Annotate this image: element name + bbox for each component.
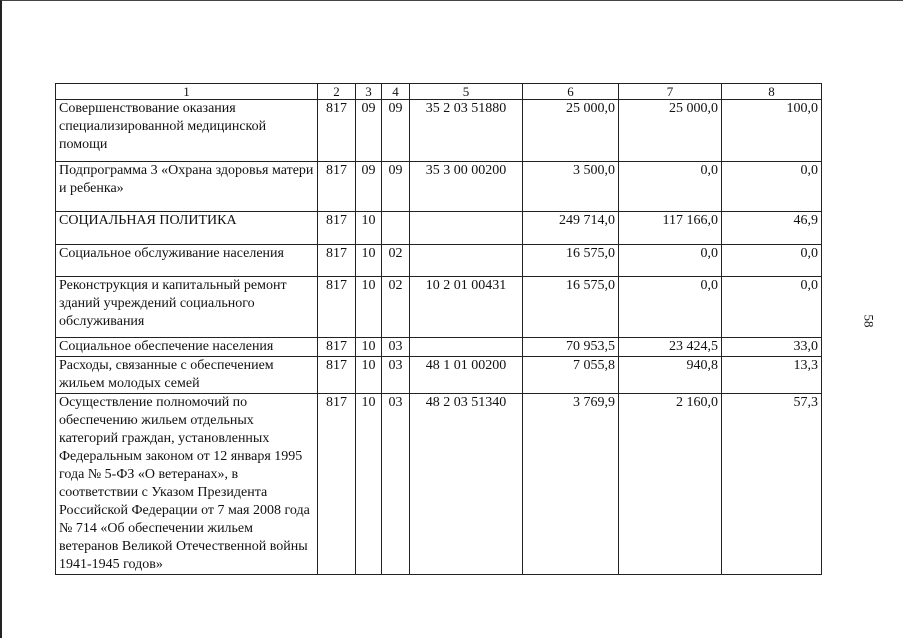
subsection-cell: 03 — [382, 357, 410, 394]
subsection-cell: 03 — [382, 394, 410, 575]
section-cell: 10 — [356, 245, 382, 277]
header-cell: 1 — [56, 84, 318, 100]
target-article-cell: 48 2 03 51340 — [410, 394, 523, 575]
value-cell: 0,0 — [619, 245, 722, 277]
table-row — [56, 245, 822, 277]
value-cell: 3 769,9 — [523, 394, 619, 575]
header-cell: 5 — [410, 84, 523, 100]
table-header-row — [56, 84, 822, 100]
row-name-cell: Подпрограмма 3 «Охрана здоровья матери и ребенка» — [56, 162, 318, 212]
row-name-cell: СОЦИАЛЬНАЯ ПОЛИТИКА — [56, 212, 318, 245]
target-article-cell: 35 2 03 51880 — [410, 100, 523, 162]
code-cell: 817 — [318, 277, 356, 338]
percent-cell: 100,0 — [722, 100, 822, 162]
value-cell: 3 500,0 — [523, 162, 619, 212]
target-article-cell — [410, 245, 523, 277]
code-cell: 817 — [318, 338, 356, 357]
page-number: 58 — [861, 314, 877, 328]
section-cell: 09 — [356, 162, 382, 212]
target-article-cell: 35 3 00 00200 — [410, 162, 523, 212]
value-cell: 16 575,0 — [523, 245, 619, 277]
budget-table — [55, 83, 822, 575]
header-cell: 3 — [356, 84, 382, 100]
percent-cell: 0,0 — [722, 277, 822, 338]
code-cell: 817 — [318, 100, 356, 162]
target-article-cell: 48 1 01 00200 — [410, 357, 523, 394]
table-row — [56, 277, 822, 338]
value-cell: 117 166,0 — [619, 212, 722, 245]
section-cell: 10 — [356, 338, 382, 357]
value-cell: 25 000,0 — [619, 100, 722, 162]
row-name-cell: Осуществление полномочий по обеспечению жильем отдельных категорий граждан, установленных Федеральным законом от 12 января 1995 года № 5-ФЗ «О ветеранах», в соответствии с Указом Президента Российской Федерации от 7 мая 2008 года № 714 «Об обеспечении жильем ветеранов Великой Отечественной войны 1941-1945 годов» — [56, 394, 318, 575]
percent-cell: 57,3 — [722, 394, 822, 575]
code-cell: 817 — [318, 162, 356, 212]
row-name-cell: Социальное обеспечение населения — [56, 338, 318, 357]
subsection-cell: 03 — [382, 338, 410, 357]
row-name-cell: Совершенствование оказания специализированной медицинской помощи — [56, 100, 318, 162]
value-cell: 940,8 — [619, 357, 722, 394]
row-name-cell: Расходы, связанные с обеспечением жильем молодых семей — [56, 357, 318, 394]
section-cell: 10 — [356, 212, 382, 245]
header-cell: 4 — [382, 84, 410, 100]
table-row — [56, 394, 822, 575]
table-row — [56, 100, 822, 162]
table-row — [56, 212, 822, 245]
target-article-cell — [410, 212, 523, 245]
percent-cell: 0,0 — [722, 162, 822, 212]
subsection-cell: 02 — [382, 245, 410, 277]
percent-cell: 0,0 — [722, 245, 822, 277]
value-cell: 249 714,0 — [523, 212, 619, 245]
section-cell: 10 — [356, 357, 382, 394]
table-row — [56, 162, 822, 212]
percent-cell: 46,9 — [722, 212, 822, 245]
row-name-cell: Реконструкция и капитальный ремонт зданий учреждений социального обслуживания — [56, 277, 318, 338]
row-name-cell: Социальное обслуживание населения — [56, 245, 318, 277]
header-cell: 2 — [318, 84, 356, 100]
code-cell: 817 — [318, 357, 356, 394]
target-article-cell — [410, 338, 523, 357]
percent-cell: 13,3 — [722, 357, 822, 394]
value-cell: 7 055,8 — [523, 357, 619, 394]
code-cell: 817 — [318, 212, 356, 245]
section-cell: 09 — [356, 100, 382, 162]
target-article-cell: 10 2 01 00431 — [410, 277, 523, 338]
value-cell: 16 575,0 — [523, 277, 619, 338]
header-cell: 8 — [722, 84, 822, 100]
section-cell: 10 — [356, 394, 382, 575]
table-row — [56, 338, 822, 357]
value-cell: 0,0 — [619, 162, 722, 212]
value-cell: 0,0 — [619, 277, 722, 338]
percent-cell: 33,0 — [722, 338, 822, 357]
value-cell: 23 424,5 — [619, 338, 722, 357]
value-cell: 25 000,0 — [523, 100, 619, 162]
header-cell: 6 — [523, 84, 619, 100]
subsection-cell: 02 — [382, 277, 410, 338]
section-cell: 10 — [356, 277, 382, 338]
value-cell: 70 953,5 — [523, 338, 619, 357]
code-cell: 817 — [318, 394, 356, 575]
subsection-cell — [382, 212, 410, 245]
value-cell: 2 160,0 — [619, 394, 722, 575]
header-cell: 7 — [619, 84, 722, 100]
subsection-cell: 09 — [382, 100, 410, 162]
code-cell: 817 — [318, 245, 356, 277]
table-row — [56, 357, 822, 394]
subsection-cell: 09 — [382, 162, 410, 212]
